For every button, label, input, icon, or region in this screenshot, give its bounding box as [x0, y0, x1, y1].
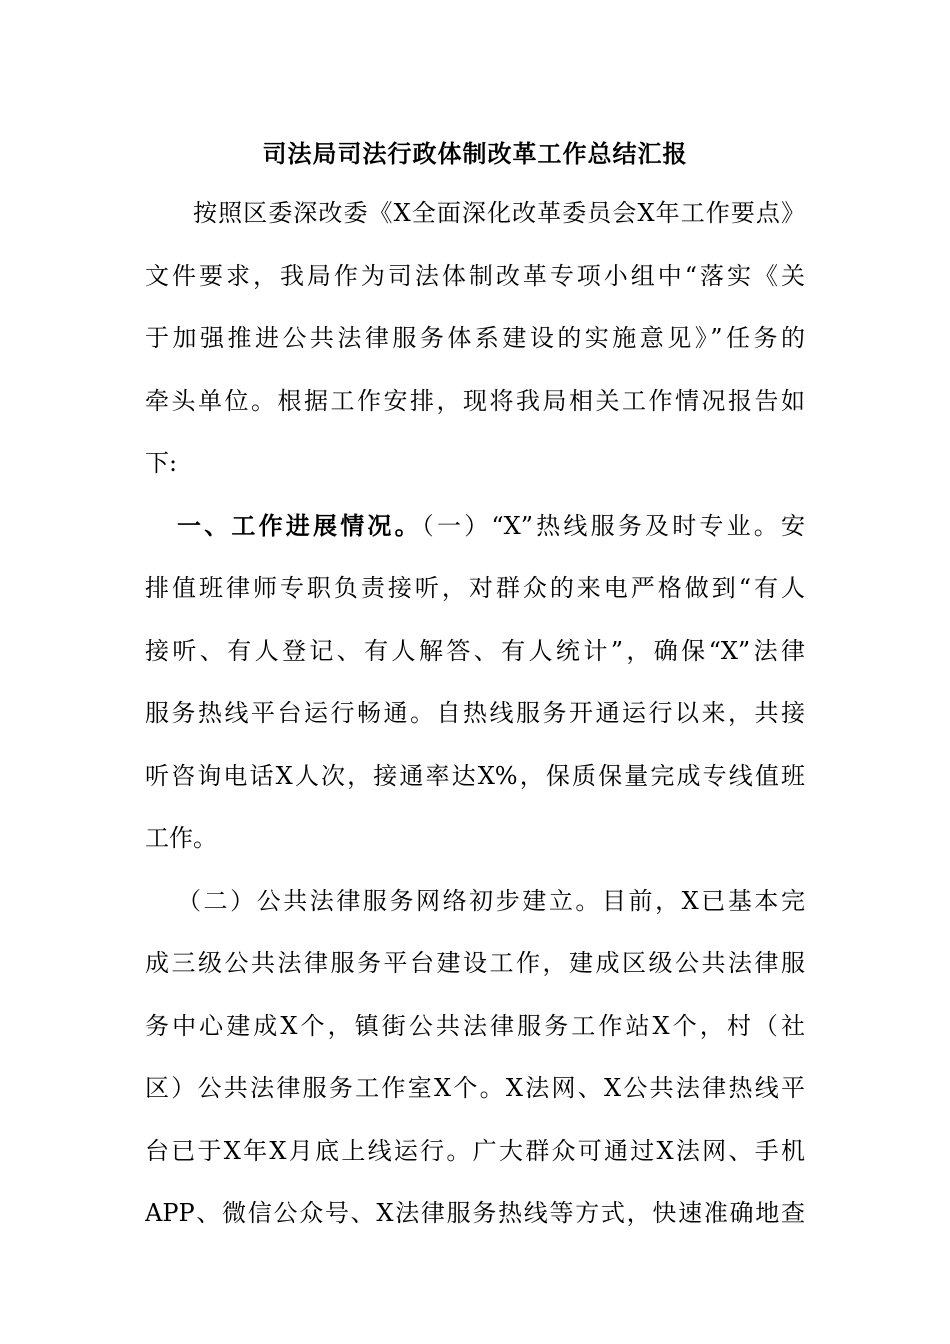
section1-line-6: 工作。: [145, 824, 217, 852]
intro-line-3: 于加强推进公共法律服务体系建设的实施意见》”任务的: [145, 324, 805, 352]
section1-first-line-rest: （一）“X”热线服务及时专业。安: [421, 512, 805, 540]
section2-line-6: APP、微信公众号、X法律服务热线等方式，快速准确地查: [145, 1199, 805, 1227]
intro-line-2: 文件要求，我局作为司法体制改革专项小组中“落实《关: [145, 262, 805, 290]
document-title: 司法局司法行政体制改革工作总结汇报: [262, 140, 688, 168]
section1-line-3: 接听、有人登记、有人解答、有人统计”，确保“X”法律: [145, 637, 805, 665]
section2-line-2: 成三级公共法律服务平台建设工作，建成区级公共法律服: [145, 949, 805, 977]
intro-line-5: 下:: [145, 449, 178, 477]
section2-line-3: 务中心建成X个，镇街公共法律服务工作站X个，村（社: [145, 1012, 805, 1040]
section2-line-1: （二）公共法律服务网络初步建立。目前，X已基本完: [177, 887, 805, 915]
section2-line-4: 区）公共法律服务工作室X个。X法网、X公共法律热线平: [145, 1074, 805, 1102]
section1-line-4: 服务热线平台运行畅通。自热线服务开通运行以来，共接: [145, 699, 805, 727]
section1-line-5: 听咨询电话X人次，接通率达X%，保质保量完成专线值班: [145, 762, 805, 790]
intro-line-1: 按照区委深改委《X全面深化改革委员会X年工作要点》: [193, 199, 805, 227]
section1-heading: 一、工作进展情况。: [177, 512, 422, 540]
section2-line-5: 台已于X年X月底上线运行。广大群众可通过X法网、手机: [145, 1137, 805, 1165]
intro-line-4: 牵头单位。根据工作安排，现将我局相关工作情况报告如: [145, 387, 805, 415]
section1-first-line: [177, 506, 805, 546]
section1-line-2: 排值班律师专职负责接听，对群众的来电严格做到“有人: [145, 574, 805, 602]
